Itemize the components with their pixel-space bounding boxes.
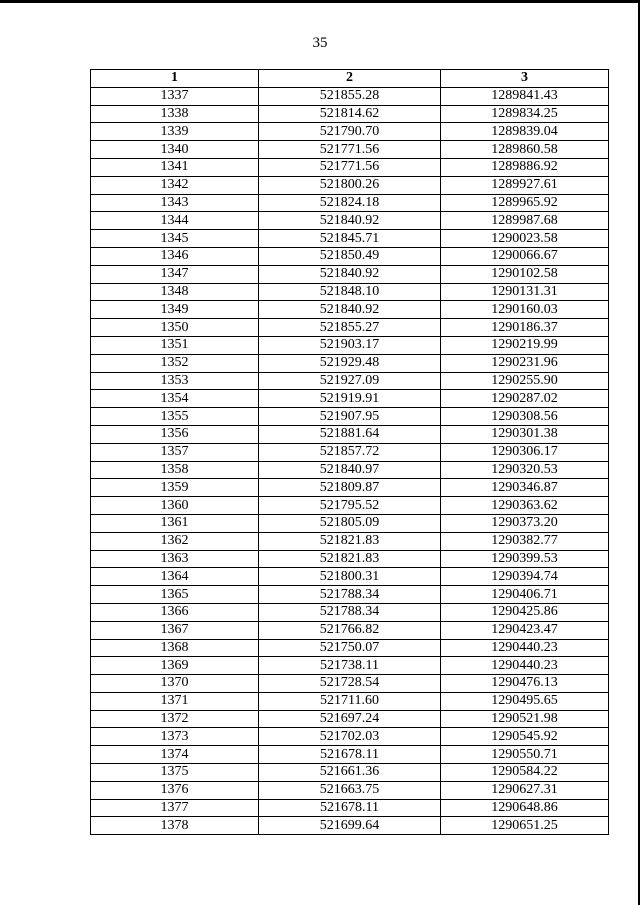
x-coordinate-cell: 521678.11 xyxy=(259,746,441,764)
y-coordinate-cell: 1290102.58 xyxy=(441,265,609,283)
table-row xyxy=(91,479,609,497)
point-number-cell: 1353 xyxy=(91,372,259,390)
y-coordinate-cell: 1290423.47 xyxy=(441,621,609,639)
y-coordinate-cell: 1290382.77 xyxy=(441,532,609,550)
y-coordinate-cell: 1290131.31 xyxy=(441,283,609,301)
table-row xyxy=(91,425,609,443)
y-coordinate-cell: 1290425.86 xyxy=(441,603,609,621)
x-coordinate-cell: 521821.83 xyxy=(259,532,441,550)
x-coordinate-cell: 521845.71 xyxy=(259,230,441,248)
point-number-cell: 1361 xyxy=(91,514,259,532)
y-coordinate-cell: 1289987.68 xyxy=(441,212,609,230)
table-row xyxy=(91,692,609,710)
table-row xyxy=(91,603,609,621)
point-number-cell: 1351 xyxy=(91,336,259,354)
point-number-cell: 1344 xyxy=(91,212,259,230)
point-number-cell: 1340 xyxy=(91,141,259,159)
y-coordinate-cell: 1290023.58 xyxy=(441,230,609,248)
point-number-cell: 1338 xyxy=(91,105,259,123)
x-coordinate-cell: 521800.31 xyxy=(259,568,441,586)
x-coordinate-cell: 521840.92 xyxy=(259,212,441,230)
x-coordinate-cell: 521790.70 xyxy=(259,123,441,141)
x-coordinate-cell: 521661.36 xyxy=(259,764,441,782)
table-row xyxy=(91,443,609,461)
y-coordinate-cell: 1290550.71 xyxy=(441,746,609,764)
table-row xyxy=(91,212,609,230)
x-coordinate-cell: 521788.34 xyxy=(259,603,441,621)
table-row xyxy=(91,158,609,176)
y-coordinate-cell: 1290651.25 xyxy=(441,817,609,835)
table-row xyxy=(91,710,609,728)
y-coordinate-cell: 1290301.38 xyxy=(441,425,609,443)
point-number-cell: 1352 xyxy=(91,354,259,372)
x-coordinate-cell: 521795.52 xyxy=(259,497,441,515)
point-number-cell: 1360 xyxy=(91,497,259,515)
point-number-cell: 1375 xyxy=(91,764,259,782)
table-row xyxy=(91,568,609,586)
point-number-cell: 1373 xyxy=(91,728,259,746)
x-coordinate-cell: 521824.18 xyxy=(259,194,441,212)
x-coordinate-cell: 521855.28 xyxy=(259,87,441,105)
x-coordinate-cell: 521805.09 xyxy=(259,514,441,532)
y-coordinate-cell: 1290440.23 xyxy=(441,639,609,657)
point-number-cell: 1372 xyxy=(91,710,259,728)
x-coordinate-cell: 521903.17 xyxy=(259,336,441,354)
x-coordinate-cell: 521750.07 xyxy=(259,639,441,657)
table-row xyxy=(91,746,609,764)
point-number-cell: 1350 xyxy=(91,319,259,337)
y-coordinate-cell: 1290219.99 xyxy=(441,336,609,354)
point-number-cell: 1368 xyxy=(91,639,259,657)
point-number-cell: 1346 xyxy=(91,247,259,265)
x-coordinate-cell: 521855.27 xyxy=(259,319,441,337)
table-row xyxy=(91,514,609,532)
point-number-cell: 1337 xyxy=(91,87,259,105)
point-number-cell: 1362 xyxy=(91,532,259,550)
y-coordinate-cell: 1290287.02 xyxy=(441,390,609,408)
y-coordinate-cell: 1289886.92 xyxy=(441,158,609,176)
y-coordinate-cell: 1290399.53 xyxy=(441,550,609,568)
table-row xyxy=(91,319,609,337)
table-row xyxy=(91,354,609,372)
point-number-cell: 1369 xyxy=(91,657,259,675)
x-coordinate-cell: 521771.56 xyxy=(259,141,441,159)
point-number-cell: 1355 xyxy=(91,408,259,426)
x-coordinate-cell: 521702.03 xyxy=(259,728,441,746)
point-number-cell: 1370 xyxy=(91,675,259,693)
x-coordinate-cell: 521850.49 xyxy=(259,247,441,265)
y-coordinate-cell: 1290648.86 xyxy=(441,799,609,817)
x-coordinate-cell: 521678.11 xyxy=(259,799,441,817)
y-coordinate-cell: 1289965.92 xyxy=(441,194,609,212)
x-coordinate-cell: 521821.83 xyxy=(259,550,441,568)
table-row xyxy=(91,461,609,479)
x-coordinate-cell: 521857.72 xyxy=(259,443,441,461)
point-number-cell: 1378 xyxy=(91,817,259,835)
page-top-border xyxy=(0,0,640,3)
y-coordinate-cell: 1290476.13 xyxy=(441,675,609,693)
point-number-cell: 1357 xyxy=(91,443,259,461)
y-coordinate-cell: 1289841.43 xyxy=(441,87,609,105)
table-row xyxy=(91,301,609,319)
y-coordinate-cell: 1290406.71 xyxy=(441,586,609,604)
y-coordinate-cell: 1290545.92 xyxy=(441,728,609,746)
point-number-cell: 1347 xyxy=(91,265,259,283)
x-coordinate-cell: 521840.92 xyxy=(259,265,441,283)
table-row xyxy=(91,408,609,426)
y-coordinate-cell: 1290521.98 xyxy=(441,710,609,728)
column-header-1: 1 xyxy=(91,70,259,88)
x-coordinate-cell: 521738.11 xyxy=(259,657,441,675)
table-row xyxy=(91,532,609,550)
point-number-cell: 1364 xyxy=(91,568,259,586)
point-number-cell: 1371 xyxy=(91,692,259,710)
x-coordinate-cell: 521711.60 xyxy=(259,692,441,710)
point-number-cell: 1356 xyxy=(91,425,259,443)
header-row xyxy=(91,70,609,88)
point-number-cell: 1341 xyxy=(91,158,259,176)
table-body xyxy=(91,87,609,834)
table-row xyxy=(91,550,609,568)
x-coordinate-cell: 521771.56 xyxy=(259,158,441,176)
point-number-cell: 1367 xyxy=(91,621,259,639)
y-coordinate-cell: 1290186.37 xyxy=(441,319,609,337)
y-coordinate-cell: 1289839.04 xyxy=(441,123,609,141)
table-row xyxy=(91,586,609,604)
point-number-cell: 1376 xyxy=(91,781,259,799)
table-row xyxy=(91,675,609,693)
y-coordinate-cell: 1290346.87 xyxy=(441,479,609,497)
point-number-cell: 1342 xyxy=(91,176,259,194)
y-coordinate-cell: 1290373.20 xyxy=(441,514,609,532)
table-row xyxy=(91,283,609,301)
y-coordinate-cell: 1290160.03 xyxy=(441,301,609,319)
point-number-cell: 1359 xyxy=(91,479,259,497)
y-coordinate-cell: 1290066.67 xyxy=(441,247,609,265)
table-row xyxy=(91,390,609,408)
point-number-cell: 1349 xyxy=(91,301,259,319)
table-row xyxy=(91,621,609,639)
table-row xyxy=(91,265,609,283)
point-number-cell: 1377 xyxy=(91,799,259,817)
table-header xyxy=(91,70,609,88)
point-number-cell: 1366 xyxy=(91,603,259,621)
table-row xyxy=(91,764,609,782)
table-row xyxy=(91,123,609,141)
y-coordinate-cell: 1289927.61 xyxy=(441,176,609,194)
x-coordinate-cell: 521814.62 xyxy=(259,105,441,123)
x-coordinate-cell: 521809.87 xyxy=(259,479,441,497)
table-row xyxy=(91,230,609,248)
y-coordinate-cell: 1289860.58 xyxy=(441,141,609,159)
table-row xyxy=(91,176,609,194)
y-coordinate-cell: 1290440.23 xyxy=(441,657,609,675)
x-coordinate-cell: 521881.64 xyxy=(259,425,441,443)
y-coordinate-cell: 1290306.17 xyxy=(441,443,609,461)
x-coordinate-cell: 521919.91 xyxy=(259,390,441,408)
y-coordinate-cell: 1290363.62 xyxy=(441,497,609,515)
x-coordinate-cell: 521766.82 xyxy=(259,621,441,639)
x-coordinate-cell: 521840.92 xyxy=(259,301,441,319)
column-header-2: 2 xyxy=(259,70,441,88)
table-row xyxy=(91,497,609,515)
y-coordinate-cell: 1290495.65 xyxy=(441,692,609,710)
table-row xyxy=(91,657,609,675)
table-row xyxy=(91,87,609,105)
x-coordinate-cell: 521907.95 xyxy=(259,408,441,426)
page-number: 35 xyxy=(312,35,328,51)
y-coordinate-cell: 1290231.96 xyxy=(441,354,609,372)
point-number-cell: 1345 xyxy=(91,230,259,248)
table-row xyxy=(91,336,609,354)
x-coordinate-cell: 521840.97 xyxy=(259,461,441,479)
y-coordinate-cell: 1290627.31 xyxy=(441,781,609,799)
x-coordinate-cell: 521697.24 xyxy=(259,710,441,728)
table-row xyxy=(91,799,609,817)
y-coordinate-cell: 1290584.22 xyxy=(441,764,609,782)
x-coordinate-cell: 521728.54 xyxy=(259,675,441,693)
y-coordinate-cell: 1290394.74 xyxy=(441,568,609,586)
coordinates-table xyxy=(90,69,609,835)
x-coordinate-cell: 521800.26 xyxy=(259,176,441,194)
point-number-cell: 1363 xyxy=(91,550,259,568)
column-header-3: 3 xyxy=(441,70,609,88)
table-row xyxy=(91,728,609,746)
table-row xyxy=(91,639,609,657)
x-coordinate-cell: 521663.75 xyxy=(259,781,441,799)
x-coordinate-cell: 521699.64 xyxy=(259,817,441,835)
table-row xyxy=(91,247,609,265)
point-number-cell: 1358 xyxy=(91,461,259,479)
point-number-cell: 1339 xyxy=(91,123,259,141)
x-coordinate-cell: 521788.34 xyxy=(259,586,441,604)
point-number-cell: 1343 xyxy=(91,194,259,212)
point-number-cell: 1354 xyxy=(91,390,259,408)
point-number-cell: 1374 xyxy=(91,746,259,764)
table-row xyxy=(91,817,609,835)
x-coordinate-cell: 521848.10 xyxy=(259,283,441,301)
y-coordinate-cell: 1290255.90 xyxy=(441,372,609,390)
point-number-cell: 1348 xyxy=(91,283,259,301)
table-row xyxy=(91,141,609,159)
point-number-cell: 1365 xyxy=(91,586,259,604)
y-coordinate-cell: 1289834.25 xyxy=(441,105,609,123)
table-row xyxy=(91,372,609,390)
x-coordinate-cell: 521929.48 xyxy=(259,354,441,372)
y-coordinate-cell: 1290320.53 xyxy=(441,461,609,479)
x-coordinate-cell: 521927.09 xyxy=(259,372,441,390)
table-row xyxy=(91,194,609,212)
table-row xyxy=(91,105,609,123)
table-row xyxy=(91,781,609,799)
y-coordinate-cell: 1290308.56 xyxy=(441,408,609,426)
